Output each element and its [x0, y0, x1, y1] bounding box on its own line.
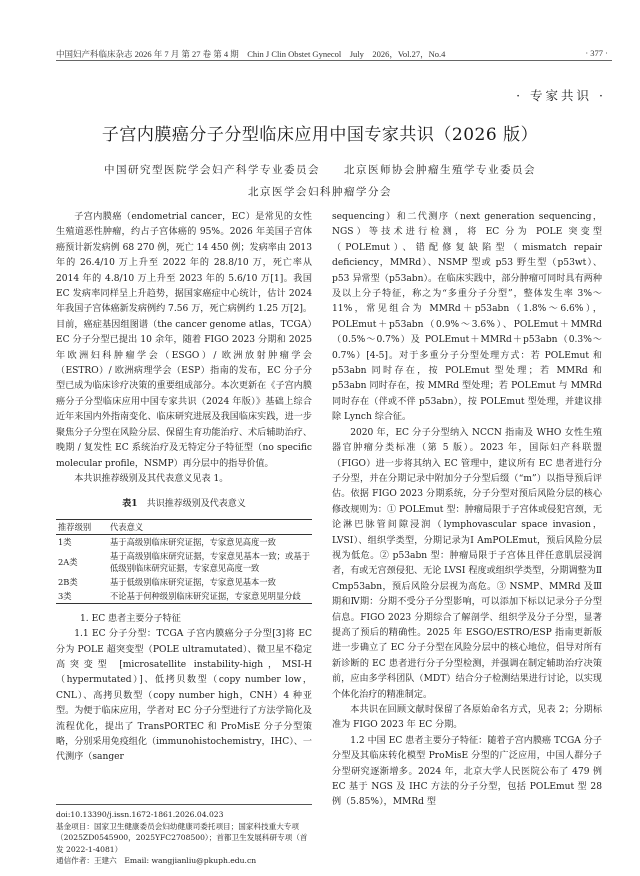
body-paragraph: 本共识在回顾文献时保留了各原始命名方式，见表 2；分期标准为 FIGO 2023 年 EC 分期。	[332, 705, 602, 731]
body-paragraph: 1.1 EC 分子分型：TCGA 子宫内膜癌分子分型[3]将 EC 分为 POLE 超突变型（POLE ultramutated）、微卫星不稳定高突变型 [microsatellite instability-high，MSI-H（hypermutated）]、低拷贝数型（copy number low，CNL）、高拷贝数型（copy number high，CNH）4 种亚型。为便于临床应用，学者对 EC 分子分型进行了方法学简化及流程优化，提出了 TransPORTEC 和 ProMisE 分子分型策略，分别采用免疫组化（immunohistochemistry，IHC）、一代测序（sanger	[56, 629, 312, 763]
table-cell-level: 2B类	[58, 576, 78, 587]
correspondence-line: 通信作者：王建六 Email: wangjianliu@pkuph.edu.cn	[56, 856, 257, 865]
author-orgs-line2: 北京医学会妇科肿瘤学分会	[248, 186, 392, 198]
running-header	[56, 40, 612, 61]
body-paragraph: 2020 年，EC 分子分型纳入 NCCN 指南及 WHO 女性生殖器官肿瘤分类标准（第 5 版）。2023 年，国际妇产科联盟（FIGO）进一步将其纳入 EC 管理中，建议所有 EC 患者进行分子分型，并在分期记录中附加分子分型后缀（“m”）以指导预后评估。依据 FIGO 2023 分期系统，分子分型对预后风险分层的核心修改规则为：① POLEmut 型：肿瘤局限于子宫体或侵犯宫颈，无论淋巴脉管间隙浸润（lymphovascular space invasion，LVSI）、组织学类型，分期记录为Ⅰ AmPOLEmut，预后风险分层视为低危。② p53abn 型：肿瘤局限于子宫体且伴任意肌层浸润者，有或无宫颈侵犯、无论 LVSI 程度或组织学类型，分期调整为Ⅱ Cmp53abn，预后风险分层视为高危。③ NSMP、MMRd 及Ⅲ期和Ⅳ期：分期不受分子分型影响，可以添加下标以记录分子分型信息。FIGO 2023 分期综合了解剖学、组织学及分子分型，显著提高了预后的精确性。2025 年 ESGO/ESTRO/ESP 指南更新版进一步确立了 EC 分子分型在风险分层中的核心地位，倡导对所有新诊断的 EC 患者进行分子分型检测，并强调在制定辅助治疗决策前，应由多学科团队（MDT）结合分子检测结果进行讨论，以实现个体化治疗的精准制定。	[332, 427, 602, 700]
table-row	[56, 534, 312, 549]
footnotes	[56, 804, 312, 867]
body-paragraph: 1.2 中国 EC 患者主要分子特征：随着子宫内膜癌 TCGA 分子分型及其临床转化模型 ProMisE 分型的广泛应用，中国人群分子分型研究逐渐增多。2024 年，北京大学人民医院公布了 479 例 EC 基于 NGS 及 IHC 方法的分子分型，包括 POLEmut 型 28 例（5.85%），MMRd 型	[332, 735, 602, 808]
table-cell-meaning: 基于低级别临床研究证据，专家意见基本一致	[110, 576, 276, 587]
table-label: 表1	[122, 499, 138, 510]
section-tag: · 专家共识 ·	[516, 88, 606, 103]
table-row	[56, 549, 312, 575]
table-cell-level: 3类	[56, 589, 108, 604]
doi-line: doi:10.13390/j.issn.1672-1861.2026.04.023	[56, 810, 224, 819]
fund-line: 基金项目：国家卫生健康委员会妇幼健康司委托项目；国家科技重大专项（2025ZD0545900，2025YFC2708500）；首都卫生发展科研专项（首发 2022-1-4081）	[56, 821, 308, 854]
table-caption-text: 共识推荐级别及代表意义	[146, 499, 246, 510]
journal-citation: 中国妇产科临床杂志 2026 年 7 月 第 27 卷 第 4 期 Chin J Clin Obstet Gynecol July 2026，Vol.27，No.4	[56, 49, 446, 59]
intro-paragraph: 子宫内膜癌（endometrial cancer，EC）是常见的女性生殖道恶性肿瘤，约占子宫体癌的 95%。2026 年美国子宫体癌预计新发病例 68 270 例，死亡 14 450 例；发病率由 2013 年的 26.4/10 万上升至 2022 年的 28.8/10 万，死亡率从 2014 年的 4.8/10 万上升至 2023 年的 5.6/10 万[1]。我国 EC 发病率同样呈上升趋势，据国家癌症中心统计，估计 2024 年我国子宫体癌新发病例约 7.56 万，死亡病例约 1.25 万[2]。目前，癌症基因组图谱（the cancer genome atlas，TCGA）EC 分子分型已提出 10 余年，随着 FIGO 2023 分期和 2025 年欧洲妇科肿瘤学会（ESGO）/ 欧洲放射肿瘤学会（ESTRO）/ 欧洲病理学会（ESP）指南的发布，EC 分子分型已成为临床诊疗决策的重要组成部分。本次更新在《子宫内膜癌分子分型临床应用中国专家共识（2024 年版）》基础上综合近年来国内外指南变化、临床研究进展及我国临床实践，进一步聚焦分子分型在风险分层、保留生育功能治疗、术后辅助治疗、晚期 / 复发性 EC 系统治疗及无特定分子特征型（no specific molecular profile，NSMP）再分层中的指导价值。	[56, 212, 312, 469]
recommendation-table	[56, 519, 312, 604]
table-caption	[56, 497, 312, 512]
left-column	[56, 210, 312, 766]
table-row	[56, 589, 312, 604]
table-cell-level: 1类	[58, 536, 72, 547]
table-cell-meaning: 基于高级别临床研究证据，专家意见高度一致	[110, 536, 276, 547]
table-cell-meaning: 基于高级别临床研究证据，专家意见基本一致；或基于低级别临床研究证据，专家意见高度一致	[110, 550, 310, 573]
table-cell-level: 2A类	[58, 556, 78, 567]
table-row	[56, 575, 312, 589]
body-paragraph: sequencing）和二代测序（next generation sequencing，NGS）等技术进行检测，将 EC 分为 POLE 突变型（POLEmut）、错配修复缺陷型（mismatch repair deficiency，MMRd）、NSMP 型或 p53 野生型（p53wt）、p53 异常型（p53abn）。在临床实践中，部分肿瘤可同时具有两种及以上分子特征，称之为“多重分子分型”，整体发生率 3%～11%，常见组合为 MMRd＋p53abn（1.8%～6.6%），POLEmut＋p53abn（0.9%～3.6%）、POLEmut＋MMRd（0.5%～0.7%）及 POLEmut＋MMRd＋p53abn（0.3%～0.7%）[4-5]。对于多重分子分型处理方式：若 POLEmut 和 p53abn 同时存在，按 POLEmut 型处理；若 MMRd 和 p53abn 同时存在，按 MMRd 型处理；若 POLEmut 与 MMRd 同时存在（伴或不伴 p53abn），按 POLEmut 型处理，并建议排除 Lynch 综合征。	[332, 212, 602, 423]
right-column	[332, 210, 602, 811]
author-orgs-line1: 中国研究型医院学会妇产科学专业委员会 北京医师协会肿瘤生殖学专业委员会	[104, 164, 536, 176]
table-header-level: 推荐级别	[56, 519, 108, 534]
table-reference-paragraph: 本共识推荐级别及其代表意义见表 1。	[74, 473, 229, 484]
section-heading: 1. EC 患者主要分子特征	[80, 613, 181, 624]
page-number: · 377 ·	[585, 48, 608, 58]
table-header-meaning: 代表意义	[108, 519, 312, 534]
table-cell-meaning: 不论基于何种级别临床研究证据，专家意见明显分歧	[108, 589, 312, 604]
article-title: 子宫内膜癌分子分型临床应用中国专家共识（2026 版）	[101, 125, 539, 145]
